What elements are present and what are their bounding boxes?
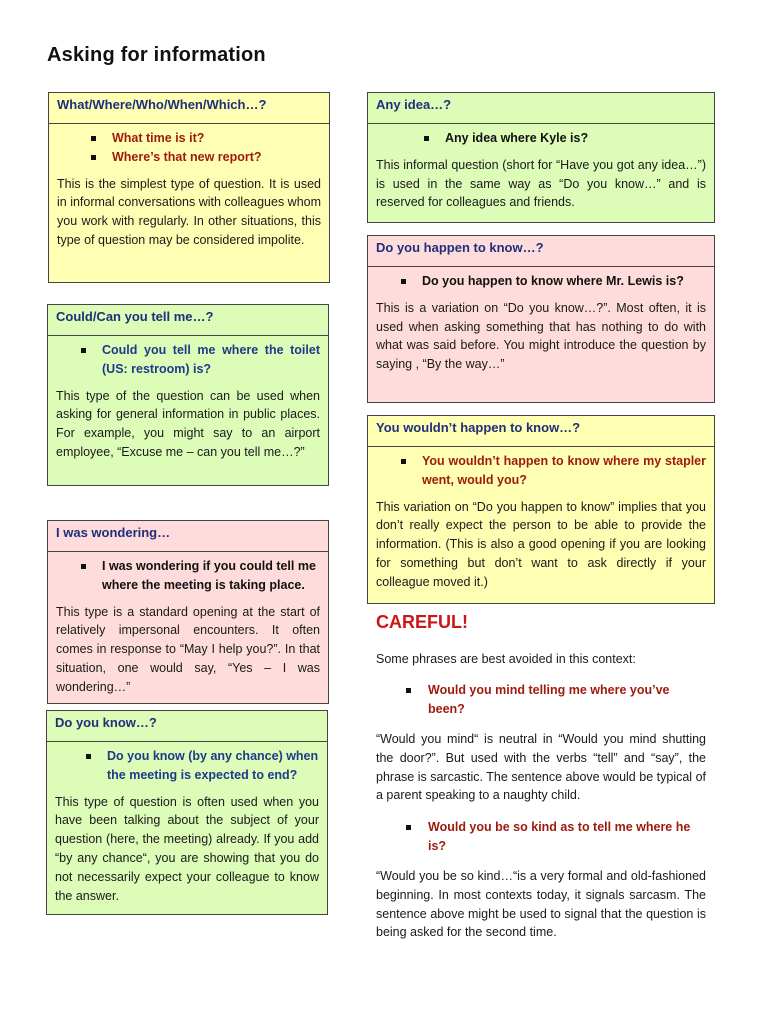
- card-description: This is a variation on “Do you know…?”. Most often, it is used when asking something that has nothing to do with what was said before. You might introduce the question by saying , “By the way…”: [376, 300, 706, 372]
- card-could-can: [47, 304, 329, 486]
- card-description: This type of question is often used when you have been talking about the subject of your question (here, the meeting) already. If you add “by any chance“, you are showing that you do not necessarily expect your colleague to know the answer.: [55, 794, 319, 903]
- bullet-icon: [406, 688, 411, 693]
- example-list: [376, 272, 706, 291]
- card-do-you-know: [46, 710, 328, 915]
- example-item: Do you happen to know where Mr. Lewis is?: [376, 272, 706, 291]
- card-description: This type is a standard opening at the start of relatively impersonal encounters. It often comes in response to “May I help you?”. In that situation, one would say, “Yes – I was wondering…”: [56, 604, 320, 694]
- bullet-icon: [401, 459, 406, 464]
- card-header: You wouldn’t happen to know…?: [368, 416, 714, 447]
- card-description: This is the simplest type of question. It is used in informal conversations with colleagues whom you work with regularly. In other situations, this type of question may be considered impolite.: [57, 176, 322, 247]
- card-header: Any idea…?: [368, 93, 714, 124]
- example-item: You wouldn’t happen to know where my stapler went, would you?: [376, 452, 706, 490]
- example-list: [56, 341, 320, 379]
- bullet-icon: [81, 564, 86, 569]
- careful-example-1: Would you mind telling me where you’ve been?: [406, 681, 706, 719]
- bullet-icon: [406, 825, 411, 830]
- bullet-icon: [401, 279, 406, 284]
- card-description: This informal question (short for “Have you got any idea…”) is used in the same way as “Do you know…” and is reserved for colleagues and friends.: [376, 157, 706, 210]
- card-header: What/Where/Who/When/Which…?: [49, 93, 329, 124]
- careful-intro: Some phrases are best avoided in this context:: [376, 652, 636, 666]
- bullet-icon: [81, 348, 86, 353]
- example-item: Do you know (by any chance) when the meeting is expected to end?: [55, 747, 319, 785]
- card-description: This type of the question can be used when asking for general information in public places. For example, you might say to an airport employee, “Excuse me – can you tell me…?”: [56, 388, 320, 459]
- bullet-icon: [91, 155, 96, 160]
- bullet-icon: [86, 754, 91, 759]
- careful-text-1: “Would you mind“ is neutral in “Would you mind shutting the door?”. But used with the verbs “tell” and “say”, the phrase is sarcastic. The sentence above would be typical of a parent speaking to a naughty child.: [376, 732, 706, 803]
- card-happen-to-know: [367, 235, 715, 403]
- example-list: [55, 747, 319, 785]
- example-item: Any idea where Kyle is?: [376, 129, 706, 148]
- card-description: This variation on “Do you happen to know” implies that you don’t really expect the person to be able to provide the information. (This is also a good opening if you are looking for something but don’t want to ask directly if your colleague moved it.): [376, 499, 706, 589]
- card-what-where: [48, 92, 330, 283]
- bullet-icon: [424, 136, 429, 141]
- example-item: Where’s that new report?: [57, 148, 321, 167]
- card-wouldnt-happen: [367, 415, 715, 604]
- example-list: [376, 452, 706, 490]
- page-title: Asking for information: [47, 44, 266, 66]
- example-item: I was wondering if you could tell me where the meeting is taking place.: [56, 557, 320, 595]
- bullet-icon: [91, 136, 96, 141]
- example-list: [57, 129, 321, 167]
- card-header: Do you happen to know…?: [368, 236, 714, 267]
- example-list: [56, 557, 320, 595]
- card-header: I was wondering…: [48, 521, 328, 552]
- card-any-idea: [367, 92, 715, 223]
- card-header: Do you know…?: [47, 711, 327, 742]
- careful-heading: CAREFUL!: [376, 612, 468, 632]
- example-item: What time is it?: [57, 129, 321, 148]
- card-wondering: [47, 520, 329, 704]
- careful-text-2: “Would you be so kind…“is a very formal and old-fashioned beginning. In most contexts today, it signals sarcasm. The sentence above might be used to signal that the question is being asked for the second time.: [376, 869, 706, 940]
- example-list: [376, 129, 706, 148]
- careful-example-2: Would you be so kind as to tell me where he is?: [406, 818, 706, 856]
- example-item: Could you tell me where the toilet (US: restroom) is?: [56, 341, 320, 379]
- card-header: Could/Can you tell me…?: [48, 305, 328, 336]
